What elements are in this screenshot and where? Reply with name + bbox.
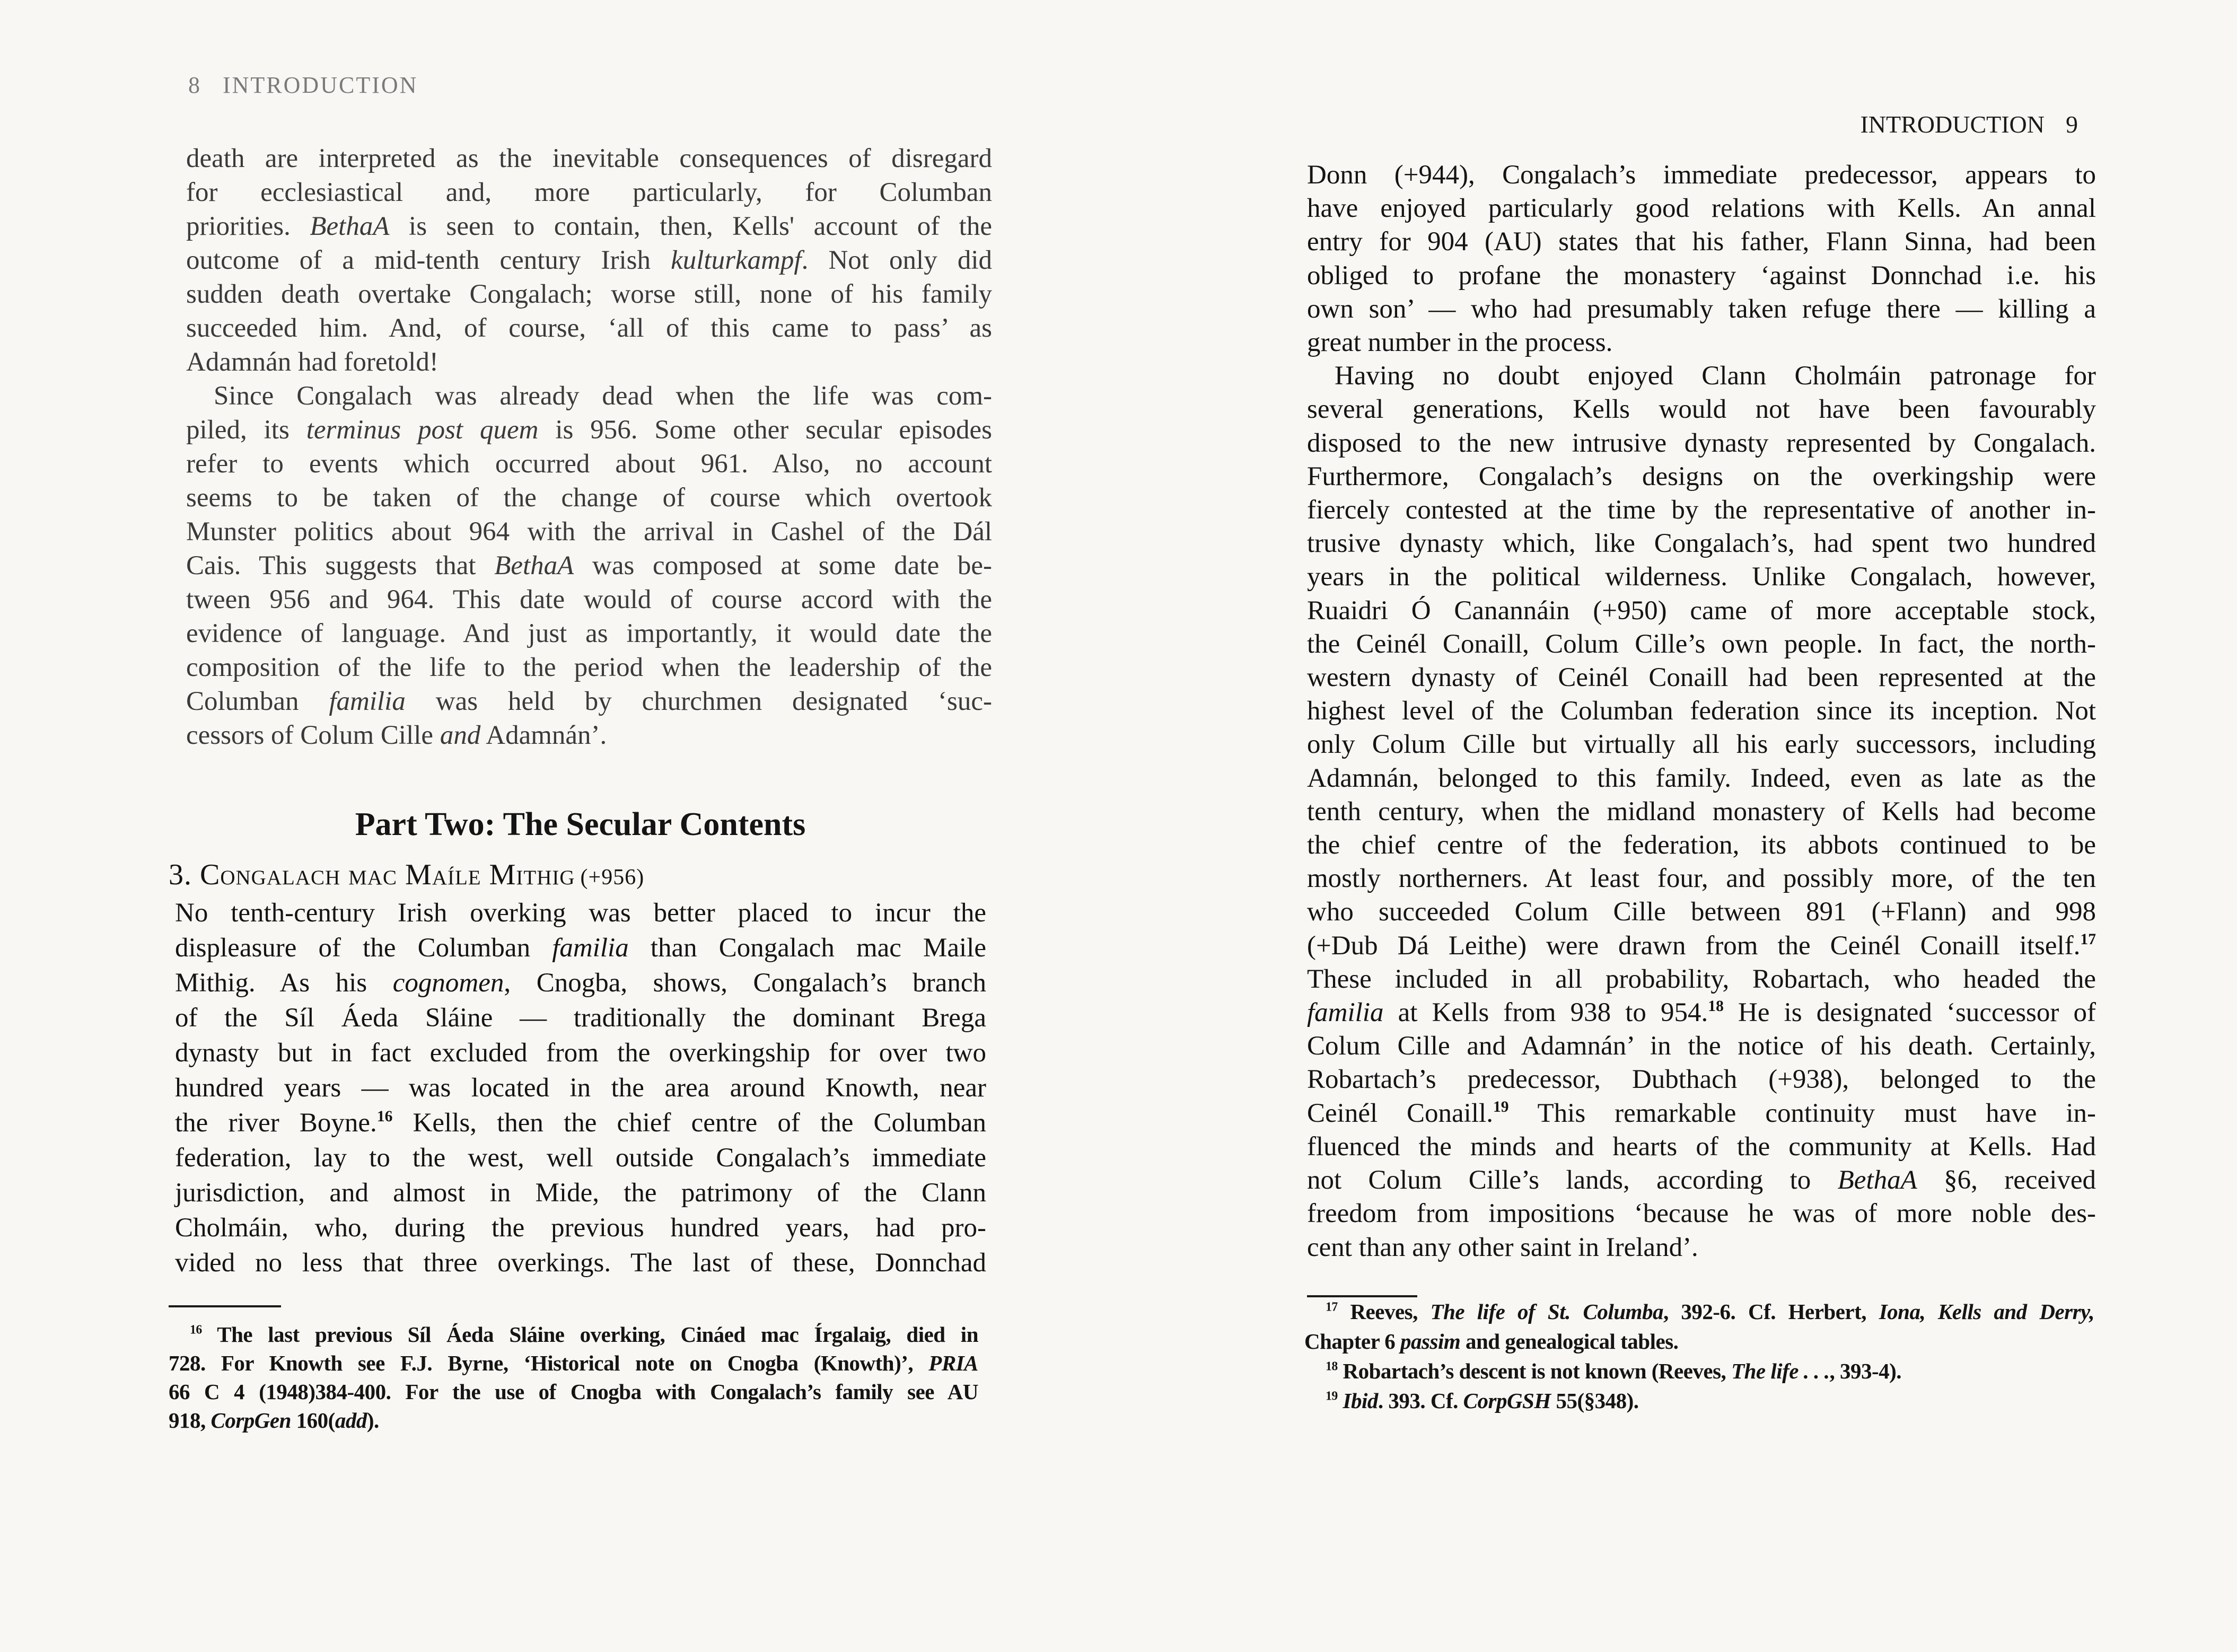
text-run: obliged to profane the monastery ‘against Donnchad i.e. his xyxy=(1307,260,2096,291)
text-run: Mithig. As his xyxy=(175,968,393,998)
text-line xyxy=(1304,1356,2094,1386)
text-line xyxy=(1307,159,2096,192)
text-line xyxy=(1307,929,2096,963)
text-run: not Colum Cille’s lands, according to xyxy=(1307,1165,1838,1196)
italic-text: BethaA xyxy=(310,212,390,241)
body-text-block xyxy=(1307,159,2096,1264)
text-run: freedom from impositions ‘because he was of more noble des- xyxy=(1307,1199,2096,1229)
text-run: The last previous Síl Áeda Sláine overking, Cináed mac Írgalaig, died in xyxy=(201,1322,978,1347)
italic-text: The life of St. Columba xyxy=(1430,1299,1663,1324)
text-run: Kells, then the chief centre of the Columban xyxy=(392,1108,986,1138)
text-run: , 393-4). xyxy=(1829,1359,1902,1383)
text-line xyxy=(169,1320,978,1349)
text-run: ). xyxy=(366,1408,379,1433)
text-line xyxy=(1307,1063,2096,1096)
text-run: at Kells from 938 to 954. xyxy=(1383,998,1708,1028)
italic-text: familia xyxy=(1307,998,1384,1028)
text-run: hundred years — was located in the area around Knowth, near xyxy=(175,1073,986,1103)
text-line xyxy=(1307,1197,2096,1231)
text-line xyxy=(186,379,992,413)
text-run: cessors of Colum Cille xyxy=(186,720,440,750)
text-run: Robartach’s predecessor, Dubthach (+938), belonged to the xyxy=(1307,1065,2096,1095)
italic-text: passim xyxy=(1400,1329,1461,1354)
text-line xyxy=(175,965,986,1000)
text-line xyxy=(186,175,992,209)
italic-text: terminus post quem xyxy=(306,415,539,445)
text-run: §6, received xyxy=(1917,1165,2096,1196)
text-line xyxy=(1307,1164,2096,1197)
footnotes xyxy=(169,1320,978,1435)
text-run: fluenced the minds and hearts of the community at Kells. Had xyxy=(1307,1131,2096,1162)
italic-text: add xyxy=(335,1408,367,1433)
text-line xyxy=(1307,527,2096,560)
paragraph xyxy=(1304,1297,2094,1356)
text-run: federation, lay to the west, well outside Congalach’s immediate xyxy=(175,1143,986,1173)
text-run: (+Dub Dá Leithe) were drawn from the Ceinél Conaill itself. xyxy=(1307,930,2081,961)
text-run: was held by churchmen designated ‘suc- xyxy=(405,687,992,716)
running-title: INTRODUCTION xyxy=(1860,111,2045,138)
text-run: Adamnán, belonged to this family. Indeed, even as late as the xyxy=(1307,763,2096,793)
text-line xyxy=(175,1245,986,1280)
text-line xyxy=(1307,1097,2096,1130)
footnote-reference: 19 xyxy=(1493,1098,1509,1115)
text-run xyxy=(1338,1389,1343,1413)
text-run: highest level of the Columban federation since its inception. Not xyxy=(1307,696,2096,726)
italic-text: familia xyxy=(552,933,629,963)
footnote-reference: 16 xyxy=(376,1108,393,1125)
text-run: than Congalach mac Maile xyxy=(628,933,986,963)
italic-text: cognomen xyxy=(392,968,504,998)
text-line xyxy=(1307,1231,2096,1264)
text-line xyxy=(186,515,992,549)
text-line xyxy=(175,930,986,965)
text-line xyxy=(186,481,992,515)
running-title: INTRODUCTION xyxy=(223,72,418,98)
text-run: succeeded him. And, of course, ‘all of this came to pass’ as xyxy=(186,313,992,343)
text-line xyxy=(186,142,992,175)
text-run: Ruaidri Ó Canannáin (+950) came of more acceptable stock, xyxy=(1307,595,2096,626)
text-line xyxy=(186,549,992,583)
footnote-reference: 19 xyxy=(1326,1389,1338,1403)
text-line xyxy=(1307,862,2096,895)
text-line xyxy=(1307,1030,2096,1063)
text-run: only Colum Cille but virtually all his early successors, including xyxy=(1307,730,2096,760)
text-run: , 392-6. Cf. Herbert, xyxy=(1663,1299,1879,1324)
text-line xyxy=(1307,293,2096,326)
text-line xyxy=(1307,359,2096,393)
text-run: piled, its xyxy=(186,415,306,445)
body-text-block xyxy=(186,142,992,752)
paragraph xyxy=(1304,1386,2094,1416)
text-run: No tenth-century Irish overking was better placed to incur the xyxy=(175,898,986,928)
text-run: of the Síl Áeda Sláine — traditionally the dominant Brega xyxy=(175,1003,986,1033)
italic-text: familia xyxy=(329,687,406,716)
text-run: several generations, Kells would not have been favourably xyxy=(1307,394,2096,425)
text-line xyxy=(1307,560,2096,594)
text-run: Cais. This suggests that xyxy=(186,551,495,581)
section-heading xyxy=(169,858,644,892)
text-run: own son’ — who had presumably taken refuge there — killing a xyxy=(1307,294,2096,324)
italic-text: kulturkampf xyxy=(671,245,802,275)
text-line xyxy=(175,1140,986,1175)
paragraph xyxy=(169,1320,978,1435)
text-run: the Ceinél Conaill, Colum Cille’s own people. In fact, the north- xyxy=(1307,629,2096,659)
text-run: mostly northerners. At least four, and possibly more, of the ten xyxy=(1307,864,2096,894)
text-run: cent than any other saint in Ireland’. xyxy=(1307,1232,1698,1262)
text-line xyxy=(175,895,986,930)
text-line xyxy=(1307,259,2096,293)
text-run: trusive dynasty which, like Congalach’s, had spent two hundred xyxy=(1307,529,2096,559)
footnote-reference: 17 xyxy=(1326,1300,1338,1314)
text-run: Since Congalach was already dead when the life was com- xyxy=(214,381,992,411)
text-line xyxy=(175,1105,986,1140)
section-number: 3. xyxy=(169,858,192,891)
italic-text: CorpGSH xyxy=(1463,1389,1551,1413)
text-line xyxy=(175,1210,986,1245)
text-run: jurisdiction, and almost in Mide, the patrimony of the Clann xyxy=(175,1178,986,1208)
text-line xyxy=(1307,225,2096,259)
text-line xyxy=(175,1000,986,1035)
text-run: He is designated ‘successor of xyxy=(1723,998,2096,1028)
page-number: 8 xyxy=(188,72,201,98)
text-run: evidence of language. And just as importantly, it would date the xyxy=(186,619,992,648)
body-text-block xyxy=(175,895,986,1280)
text-line xyxy=(1307,996,2096,1030)
text-line xyxy=(1307,594,2096,628)
footnote-reference: 17 xyxy=(2080,930,2096,948)
italic-text: and xyxy=(440,720,481,750)
text-run: Chapter 6 xyxy=(1304,1329,1401,1354)
text-run: death are interpreted as the inevitable consequences of disregard xyxy=(186,144,992,173)
text-run: the river Boyne. xyxy=(175,1108,377,1138)
text-run: priorities. xyxy=(186,212,310,241)
text-run: the chief centre of the federation, its abbots continued to be xyxy=(1307,830,2096,860)
paragraph xyxy=(175,895,986,1280)
paragraph xyxy=(186,379,992,752)
running-header-left xyxy=(188,72,418,99)
text-run: displeasure of the Columban xyxy=(175,933,552,963)
section-dates: (+956) xyxy=(580,865,645,890)
text-run: 728. For Knowth see F.J. Byrne, ‘Historical note on Cnogba (Knowth)’, xyxy=(169,1351,929,1375)
text-run: disposed to the new intrusive dynasty represented by Congalach. xyxy=(1307,428,2096,458)
paragraph xyxy=(186,142,992,379)
text-run: . Not only did xyxy=(801,245,993,275)
text-line xyxy=(186,651,992,684)
text-line xyxy=(175,1035,986,1070)
italic-text: The life . . . xyxy=(1731,1359,1830,1383)
text-line xyxy=(186,243,992,277)
text-run: 160( xyxy=(291,1408,335,1433)
text-run: years in the political wilderness. Unlike Congalach, however, xyxy=(1307,562,2096,592)
text-line xyxy=(169,1406,978,1435)
italic-text: BethaA xyxy=(494,551,574,581)
text-line xyxy=(1307,1130,2096,1164)
text-run: , Cnogba, shows, Congalach’s branch xyxy=(504,968,986,998)
text-run: outcome of a mid-tenth century Irish xyxy=(186,245,671,275)
text-line xyxy=(169,1377,978,1406)
text-line xyxy=(1307,829,2096,862)
text-line xyxy=(1307,728,2096,761)
footnote-rule xyxy=(169,1305,281,1307)
text-run: for ecclesiastical and, more particularly, for Columban xyxy=(186,178,992,207)
text-run: Colum Cille and Adamnán’ in the notice of his death. Certainly, xyxy=(1307,1031,2096,1061)
text-run: sudden death overtake Congalach; worse still, none of his family xyxy=(186,279,992,309)
text-run: is 956. Some other secular episodes xyxy=(538,415,992,445)
italic-text: PRIA xyxy=(928,1351,978,1375)
text-run: 918, xyxy=(169,1408,211,1433)
italic-text: CorpGen xyxy=(210,1408,291,1433)
text-run: Reeves, xyxy=(1337,1299,1431,1324)
text-run: Robartach’s descent is not known (Reeves, xyxy=(1337,1359,1732,1383)
running-header-right xyxy=(1860,110,2078,138)
footnotes xyxy=(1304,1297,2094,1416)
text-line xyxy=(1307,695,2096,728)
text-line xyxy=(1304,1326,2094,1356)
italic-text: BethaA xyxy=(1837,1165,1917,1196)
text-run: Ceinél Conaill. xyxy=(1307,1098,1493,1128)
text-run: dynasty but in fact excluded from the overkingship for over two xyxy=(175,1038,986,1068)
text-line xyxy=(186,617,992,651)
text-run: 66 C 4 (1948)384-400. For the use of Cnogba with Congalach’s family see AU xyxy=(169,1379,978,1404)
text-run: These included in all probability, Robartach, who headed the xyxy=(1307,964,2096,994)
text-run: seems to be taken of the change of course which overtook xyxy=(186,483,992,513)
text-run: tween 956 and 964. This date would of course accord with the xyxy=(186,585,992,614)
text-line xyxy=(1307,895,2096,929)
text-run: Furthermore, Congalach’s designs on the overkingship were xyxy=(1307,461,2096,491)
text-line xyxy=(1307,192,2096,225)
text-run: Adamnán’. xyxy=(480,720,607,750)
text-run: 55(§348). xyxy=(1550,1389,1639,1413)
text-run: tenth century, when the midland monastery of Kells had become xyxy=(1307,796,2096,827)
text-run: This remarkable continuity must have in- xyxy=(1508,1098,2096,1128)
text-line xyxy=(1304,1386,2094,1416)
section-title: Congalach mac Maíle Mithig xyxy=(200,858,575,891)
italic-text: Ibid xyxy=(1343,1389,1378,1413)
text-line xyxy=(1307,460,2096,494)
paragraph xyxy=(1307,359,2096,1264)
text-line xyxy=(186,311,992,345)
text-line xyxy=(1307,795,2096,829)
italic-text: Iona, Kells and Derry, xyxy=(1879,1299,2094,1324)
text-run: great number in the process. xyxy=(1307,328,1613,358)
text-line xyxy=(1307,661,2096,695)
text-line xyxy=(186,413,992,447)
text-line xyxy=(1307,427,2096,460)
text-run: Munster politics about 964 with the arrival in Cashel of the Dál xyxy=(186,517,992,547)
text-run: was composed at some date be- xyxy=(574,551,993,581)
text-run: refer to events which occurred about 961. Also, no account xyxy=(186,449,992,479)
text-line xyxy=(1307,326,2096,359)
text-run: western dynasty of Ceinél Conaill had been represented at the xyxy=(1307,663,2096,693)
part-heading: Part Two: The Secular Contents xyxy=(355,806,806,842)
text-line xyxy=(186,684,992,718)
text-line xyxy=(169,1349,978,1377)
footnote-reference: 18 xyxy=(1708,997,1724,1015)
text-line xyxy=(186,277,992,311)
text-line xyxy=(1307,628,2096,661)
text-run: vided no less that three overkings. The last of these, Donnchad xyxy=(175,1248,986,1278)
text-run: Having no doubt enjoyed Clann Cholmáin patronage for xyxy=(1335,361,2096,391)
text-run: Adamnán had foretold! xyxy=(186,347,438,377)
text-run: composition of the life to the period when the leadership of the xyxy=(186,653,992,682)
text-line xyxy=(1307,393,2096,426)
page-number: 9 xyxy=(2066,111,2078,138)
footnote-reference: 16 xyxy=(190,1323,202,1337)
text-line xyxy=(186,345,992,379)
footnote-reference: 18 xyxy=(1326,1359,1338,1374)
text-run: entry for 904 (AU) states that his father, Flann Sinna, had been xyxy=(1307,227,2096,257)
paragraph xyxy=(1307,159,2096,359)
text-run: fiercely contested at the time by the representative of another in- xyxy=(1307,495,2096,525)
text-run: who succeeded Colum Cille between 891 (+Flann) and 998 xyxy=(1307,897,2096,927)
paragraph xyxy=(1304,1356,2094,1386)
text-line xyxy=(1307,762,2096,795)
text-line xyxy=(1307,963,2096,996)
text-line xyxy=(1307,494,2096,527)
text-line xyxy=(186,209,992,243)
text-run: have enjoyed particularly good relations with Kells. An annal xyxy=(1307,194,2096,224)
text-line xyxy=(175,1175,986,1210)
text-run: is seen to contain, then, Kells' account of the xyxy=(389,212,992,241)
text-run: . 393. Cf. xyxy=(1378,1389,1463,1413)
text-run: and genealogical tables. xyxy=(1460,1329,1679,1354)
text-line xyxy=(186,447,992,481)
text-line xyxy=(175,1070,986,1105)
text-line xyxy=(186,583,992,617)
text-line xyxy=(186,718,992,752)
text-run: Donn (+944), Congalach’s immediate predecessor, appears to xyxy=(1307,160,2096,190)
text-run: Cholmáin, who, during the previous hundred years, had pro- xyxy=(175,1213,986,1243)
text-line xyxy=(1304,1297,2094,1326)
text-run: Columban xyxy=(186,687,329,716)
